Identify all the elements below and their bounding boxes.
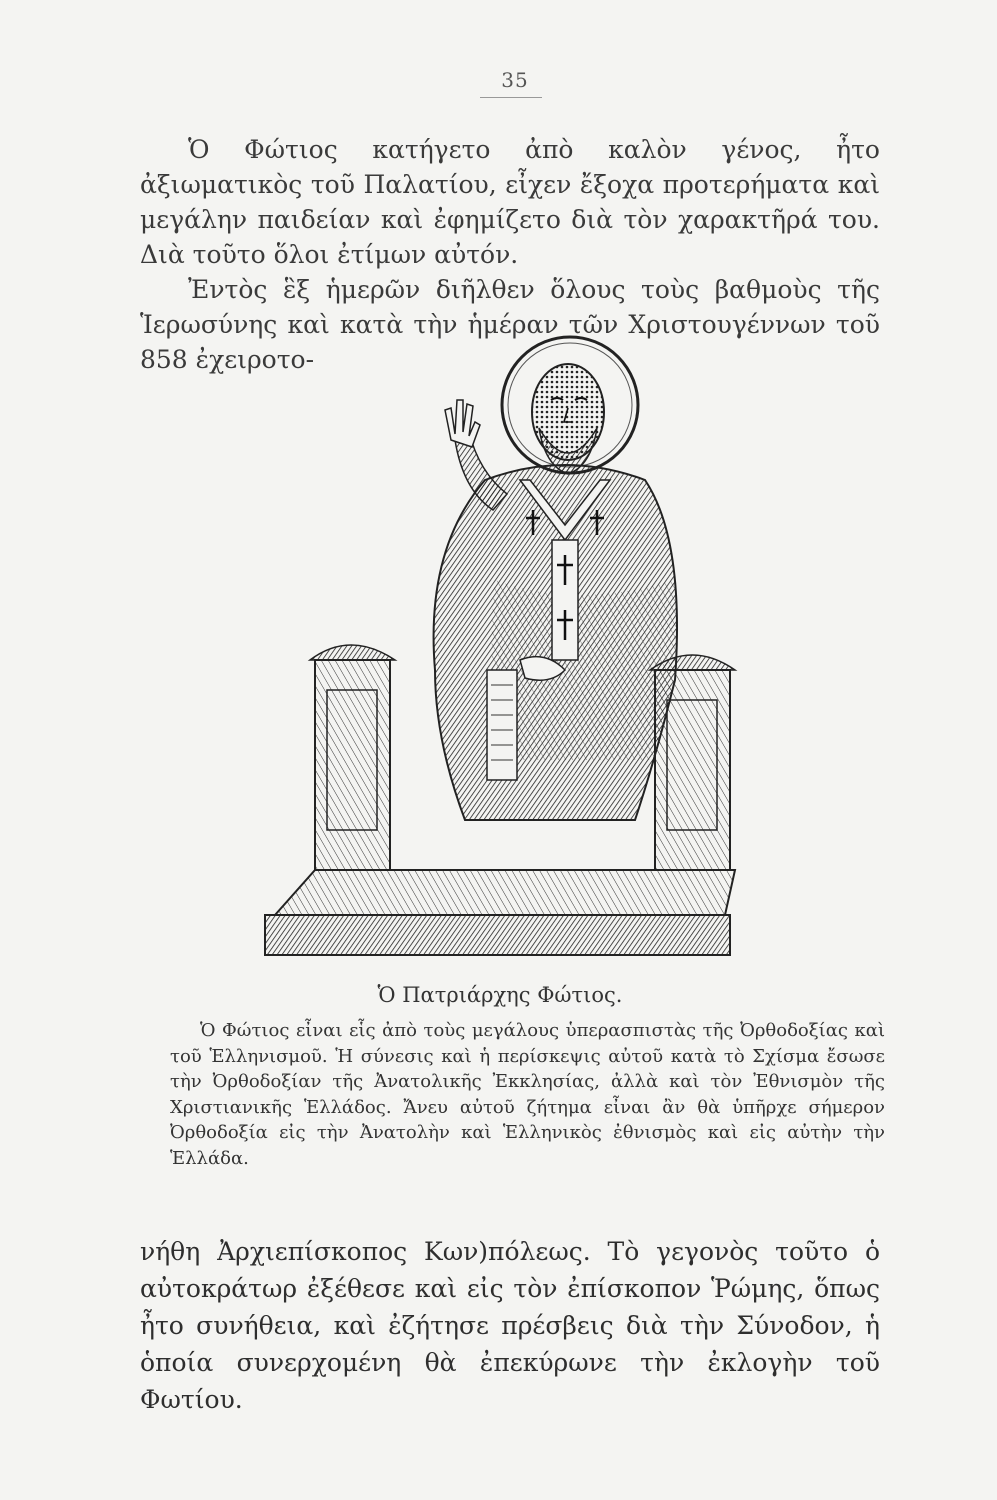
top-paragraph-1: Ὁ Φώτιος κατήγετο ἀπὸ καλὸν γένος, ἦτο ἀξιωματικὸς τοῦ Παλατίου, εἶχεν ἔξοχα προτερήματα καὶ μεγάλην παιδείαν καὶ ἐφημίζετο διὰ τὸν χαρακτῆρά του. Διὰ τοῦτο ὅλοι ἐτίμων αὐτόν. [140, 135, 880, 269]
bottom-paragraph: νήθη Ἀρχιεπίσκοπος Κων)πόλεως. Τὸ γεγονὸς τοῦτο ὁ αὐτοκράτωρ ἐξέθεσε καὶ εἰς τὸν ἐπίσκοπον Ῥώμης, ὅπως ἦτο συνήθεια, καὶ ἐζήτησε πρέσβεις διὰ τὴν Σύνοδον, ἡ ὁποία συνερχομένη θὰ ἐπεκύρωνε τὴν ἐκλογὴν τοῦ Φωτίου. [140, 1237, 880, 1414]
page-number: 35 [501, 68, 529, 92]
bottom-text-block [140, 1233, 880, 1418]
patriarch-engraving [255, 330, 745, 960]
inset-note: Ὁ Φώτιος εἶναι εἷς ἀπὸ τοὺς μεγάλους ὑπερασπιστὰς τῆς Ὀρθοδοξίας καὶ τοῦ Ἑλληνισμοῦ. Ἡ σύνεσις καὶ ἡ περίσκεψις αὐτοῦ κατὰ τὸ Σχίσμα ἔσωσε τὴν Ὀρθοδοξίαν τῆς Ἀνατολικῆς Ἐκκλησίας, ἀλλὰ καὶ τὸν Ἐθνισμὸν τῆς Χριστιανικῆς Ἑλλάδος. Ἄνευ αὐτοῦ ζήτημα εἶναι ἂν θὰ ὑπῆρχε σήμερον Ὀρθοδοξία εἰς τὴν Ἀνατολὴν καὶ Ἑλληνικὸς ἐθνισμὸς καὶ εἰς αὐτὴν τὴν Ἑλλάδα. [170, 1020, 885, 1169]
page-number-rule [480, 97, 542, 98]
engraving-illustration [255, 330, 745, 960]
top-paragraph-2: Ἐντὸς ἓξ ἡμερῶν διῆλθεν ὅλους τοὺς βαθμοὺς τῆς Ἱερωσύνης καὶ κατὰ τὴν ἡμέραν τῶν Χριστουγέννων τοῦ 858 ἐχειροτο- [140, 275, 880, 374]
throne-base [275, 870, 735, 915]
figure-caption: Ὁ Πατριάρχης Φώτιος. [377, 983, 623, 1007]
blessing-hand [445, 400, 480, 447]
